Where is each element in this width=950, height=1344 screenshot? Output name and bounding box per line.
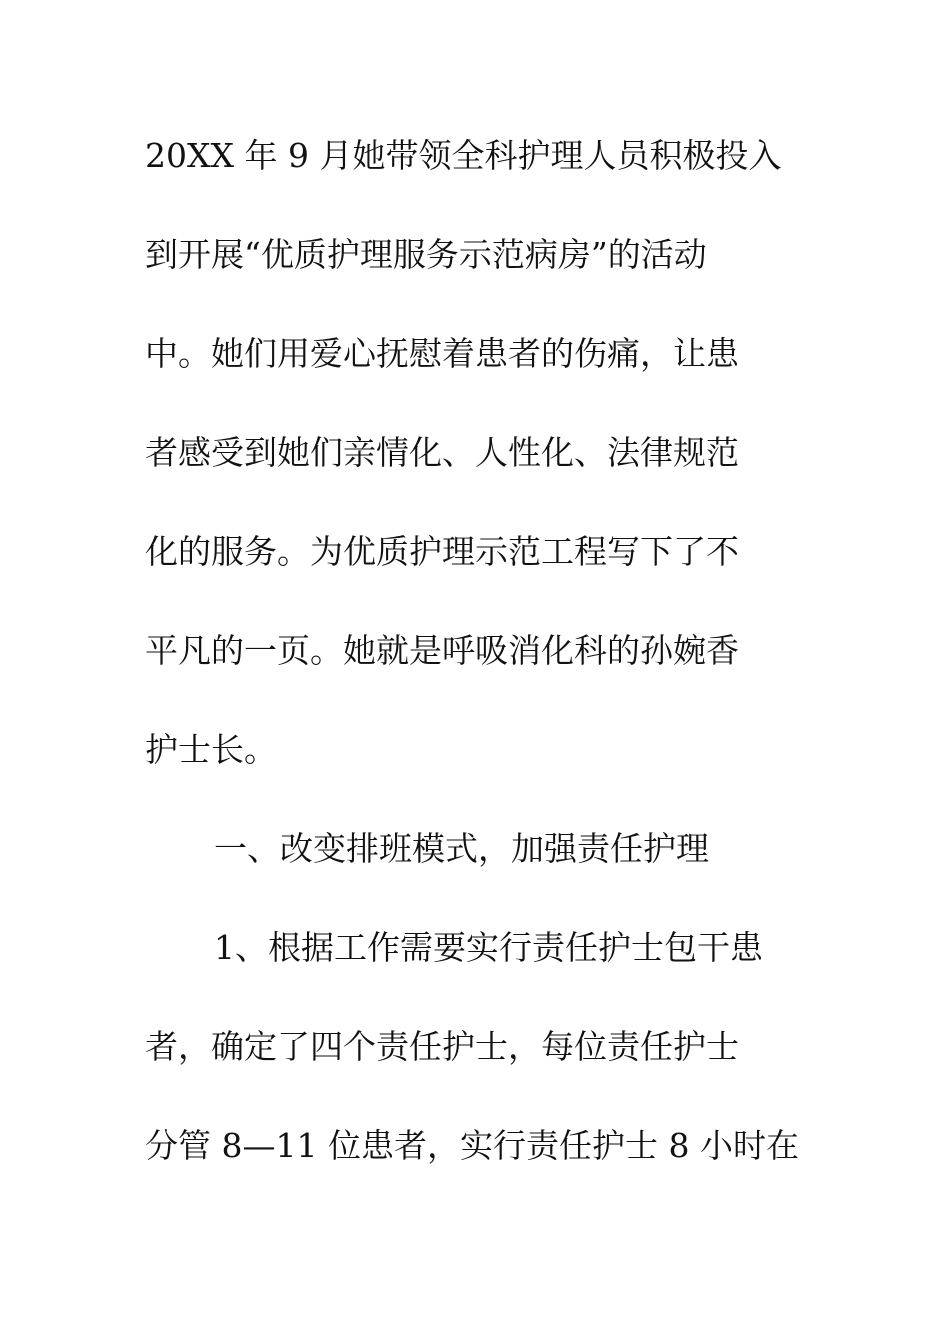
section-heading: 一、改变排班模式，加强责任护理: [214, 829, 709, 868]
list-item-line-2: 者，确定了四个责任护士，每位责任护士: [145, 1027, 739, 1066]
list-item-line-1: 1、根据工作需要实行责任护士包干患: [214, 928, 763, 967]
paragraph-line-7: 护士长。: [145, 730, 277, 769]
paragraph-line-4: 者感受到她们亲情化、人性化、法律规范: [145, 433, 739, 472]
paragraph-line-3: 中。她们用爱心抚慰着患者的伤痛，让患: [145, 334, 739, 373]
paragraph-line-6: 平凡的一页。她就是呼吸消化科的孙婉香: [145, 631, 739, 670]
list-item-line-3: 分管 8—11 位患者，实行责任护士 8 小时在: [145, 1126, 799, 1165]
paragraph-line-5: 化的服务。为优质护理示范工程写下了不: [145, 532, 739, 571]
paragraph-line-2: 到开展“优质护理服务示范病房”的活动: [145, 235, 707, 274]
paragraph-line-1: 20XX 年 9 月她带领全科护理人员积极投入: [145, 136, 782, 175]
